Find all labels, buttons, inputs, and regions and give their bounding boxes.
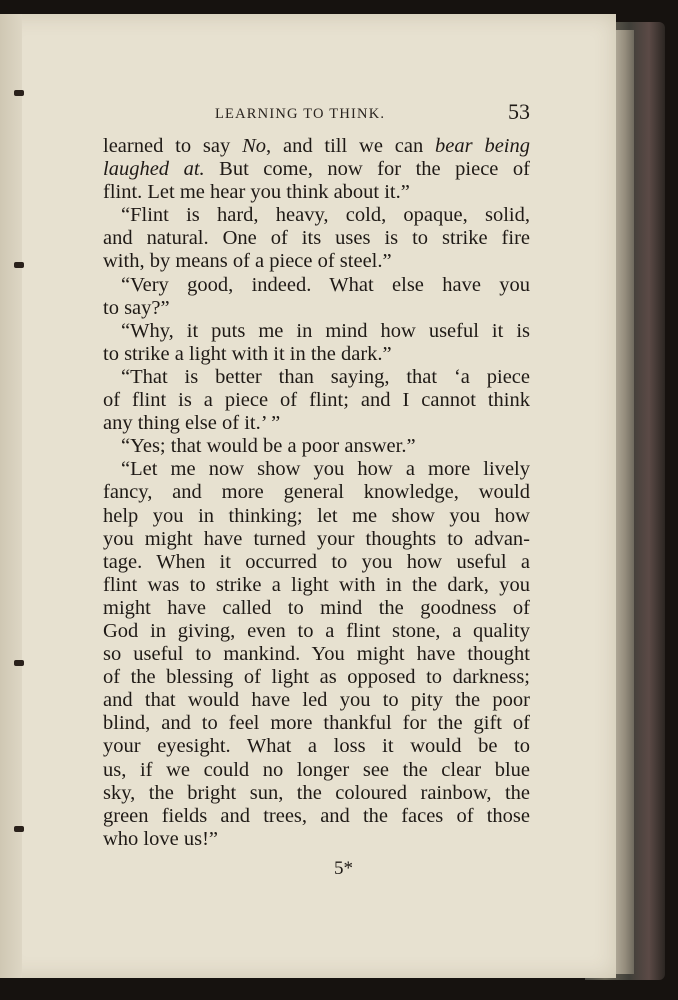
running-head: LEARNING TO THINK. bbox=[215, 106, 386, 122]
text-line: any thing else of it.’ ” bbox=[103, 412, 281, 435]
text-line: God in giving, even to a flint stone, a quality bbox=[103, 619, 530, 642]
text-line: of flint is a piece of flint; and I cannot think bbox=[103, 389, 530, 412]
text-line: learned to say No, and till we can bear being bbox=[103, 135, 530, 157]
text-line: “Let me now show you how a more lively bbox=[121, 458, 530, 481]
binding-stitch bbox=[14, 660, 24, 666]
text-line: with, by means of a piece of steel.” bbox=[103, 250, 392, 273]
text-line: you might have turned your thoughts to advan- bbox=[103, 527, 530, 550]
text-line: “That is better than saying, that ‘a piece bbox=[121, 365, 530, 388]
text-line: so useful to mankind. You might have thought bbox=[103, 643, 530, 666]
binding-stitch bbox=[14, 826, 24, 832]
binding-stitch bbox=[14, 262, 24, 268]
text-line: might have called to mind the goodness of bbox=[103, 596, 530, 619]
text-line: to strike a light with it in the dark.” bbox=[103, 342, 392, 365]
text-line: green fields and trees, and the faces of those bbox=[103, 804, 530, 827]
text-line: laughed at. But come, now for the piece of bbox=[103, 158, 530, 181]
text-line: “Flint is hard, heavy, cold, opaque, solid, bbox=[121, 204, 530, 227]
text-line: flint was to strike a light with in the dark, you bbox=[103, 573, 530, 596]
text-line: blind, and to feel more thankful for the gift of bbox=[103, 712, 530, 735]
text-line: “Very good, indeed. What else have you bbox=[121, 273, 530, 296]
page-gutter bbox=[0, 14, 22, 978]
body-text bbox=[103, 135, 530, 851]
text-line: sky, the bright sun, the coloured rainbow, the bbox=[103, 781, 530, 804]
page-header bbox=[103, 96, 530, 130]
text-line: tage. When it occurred to you how useful a bbox=[103, 550, 530, 573]
text-line: of the blessing of light as opposed to darkness; bbox=[103, 666, 530, 689]
text-line: help you in thinking; let me show you how bbox=[103, 504, 530, 527]
text-line: “Why, it puts me in mind how useful it is bbox=[121, 319, 530, 342]
text-line: “Yes; that would be a poor answer.” bbox=[121, 435, 416, 458]
text-line: fancy, and more general knowledge, would bbox=[103, 481, 530, 504]
page-number: 53 bbox=[508, 99, 530, 124]
signature-mark: 5* bbox=[334, 858, 353, 879]
text-line: your eyesight. What a loss it would be to bbox=[103, 735, 530, 758]
text-line: who love us!” bbox=[103, 827, 219, 850]
text-line: us, if we could no longer see the clear blue bbox=[103, 758, 530, 781]
text-line: and natural. One of its uses is to strike fire bbox=[103, 227, 530, 250]
binding-stitch bbox=[14, 90, 24, 96]
text-line: to say?” bbox=[103, 296, 170, 319]
text-line: flint. Let me hear you think about it.” bbox=[103, 181, 410, 204]
text-line: and that would have led you to pity the poor bbox=[103, 689, 530, 712]
